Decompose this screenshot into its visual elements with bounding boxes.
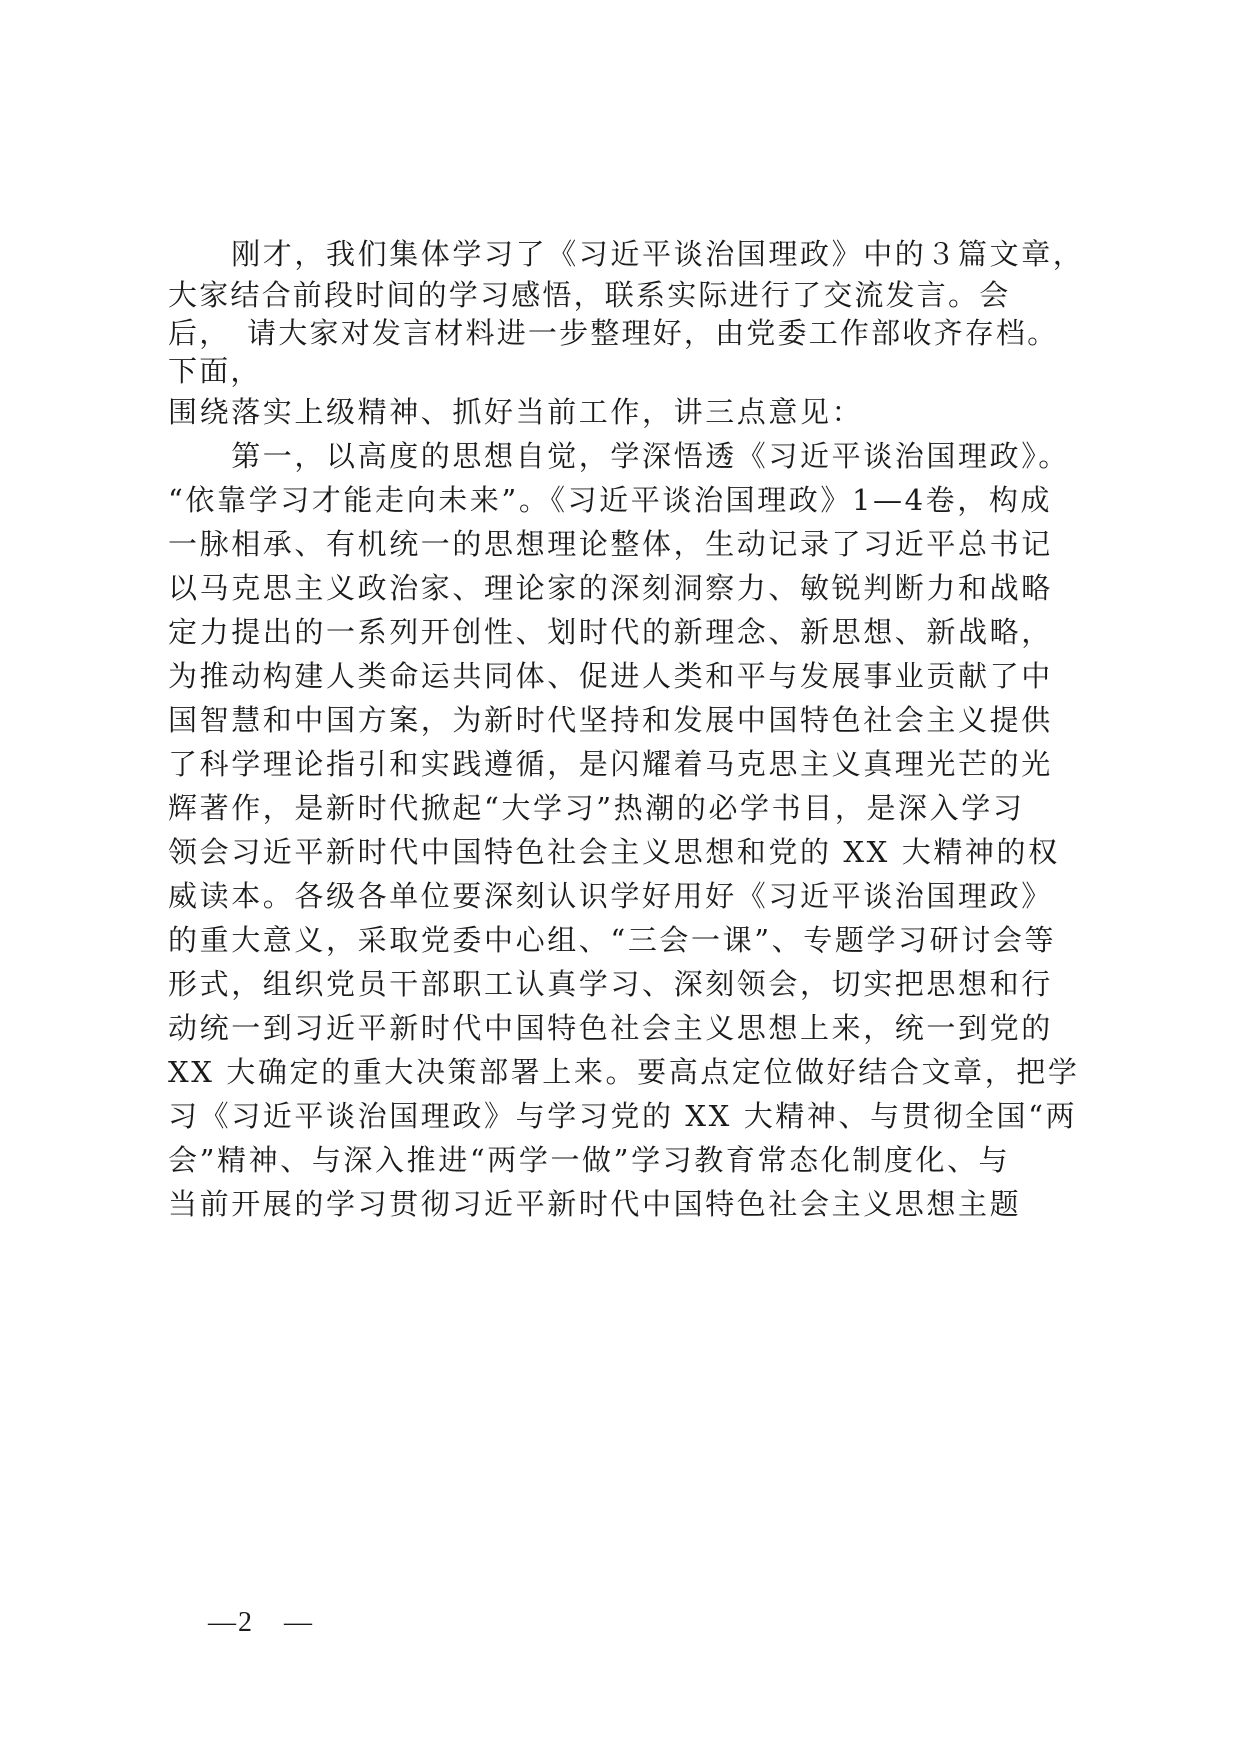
text-line: 为推动构建人类命运共同体、促进人类和平与发展事业贡献了中: [168, 659, 1053, 693]
text-line: 形式，组织党员干部职工认真学习、深刻领会，切实把思想和行: [168, 967, 1053, 1001]
text-line: 了科学理论指引和实践遵循，是闪耀着马克思主义真理光芒的光: [168, 747, 1053, 781]
text-line: 大家结合前段时间的学习感悟，联系实际进行了交流发言。会: [168, 278, 1011, 312]
text-line: 下面，: [168, 354, 262, 388]
text-line: 的重大意义，采取党委中心组、“三会一课”、专题学习研讨会等: [168, 923, 1057, 957]
text-line: 定力提出的一系列开创性、划时代的新理念、新思想、新战略，: [168, 615, 1053, 649]
text-line: 以马克思主义政治家、理论家的深刻洞察力、敏锐判断力和战略: [168, 571, 1053, 605]
text-line: 围绕落实上级精神、抓好当前工作，讲三点意见：: [168, 395, 864, 429]
text-line: “依靠学习才能走向未来”。《习近平谈治国理政》1—4卷，构成: [168, 483, 1053, 517]
text-line: 一脉相承、有机统一的思想理论整体，生动记录了习近平总书记: [168, 527, 1053, 561]
text-line: 领会习近平新时代中国特色社会主义思想和党的 XX 大精神的权: [168, 835, 1060, 869]
body-text: [168, 232, 1088, 1226]
text-line: 当前开展的学习贯彻习近平新时代中国特色社会主义思想主题: [168, 1187, 1022, 1221]
text-line: 动统一到习近平新时代中国特色社会主义思想上来，统一到党的: [168, 1011, 1053, 1045]
text-line: 国智慧和中国方案，为新时代坚持和发展中国特色社会主义提供: [168, 703, 1053, 737]
text-line: 习《习近平谈治国理政》与学习党的 XX 大精神、与贯彻全国“两: [168, 1099, 1078, 1133]
text-line: 第一，以高度的思想自觉，学深悟透《习近平谈治国理政》。: [168, 439, 1070, 473]
text-line: XX 大确定的重大决策部署上来。要高点定位做好结合文章，把学: [168, 1055, 1080, 1089]
text-line: 威读本。各级各单位要深刻认识学好用好《习近平谈治国理政》: [168, 879, 1053, 913]
text-line: 后， 请大家对发言材料进一步整理好，由党委工作部收齐存档。: [168, 316, 1059, 350]
page-number: —2 —: [208, 1607, 315, 1638]
text-line: 辉著作，是新时代掀起“大学习”热潮的必学书目，是深入学习: [168, 791, 1025, 825]
text-line: 会”精神、与深入推进“两学一做”学习教育常态化制度化、与: [168, 1143, 1011, 1177]
text-line: 刚才，我们集体学习了《习近平谈治国理政》中的３篇文章，: [168, 237, 1085, 271]
